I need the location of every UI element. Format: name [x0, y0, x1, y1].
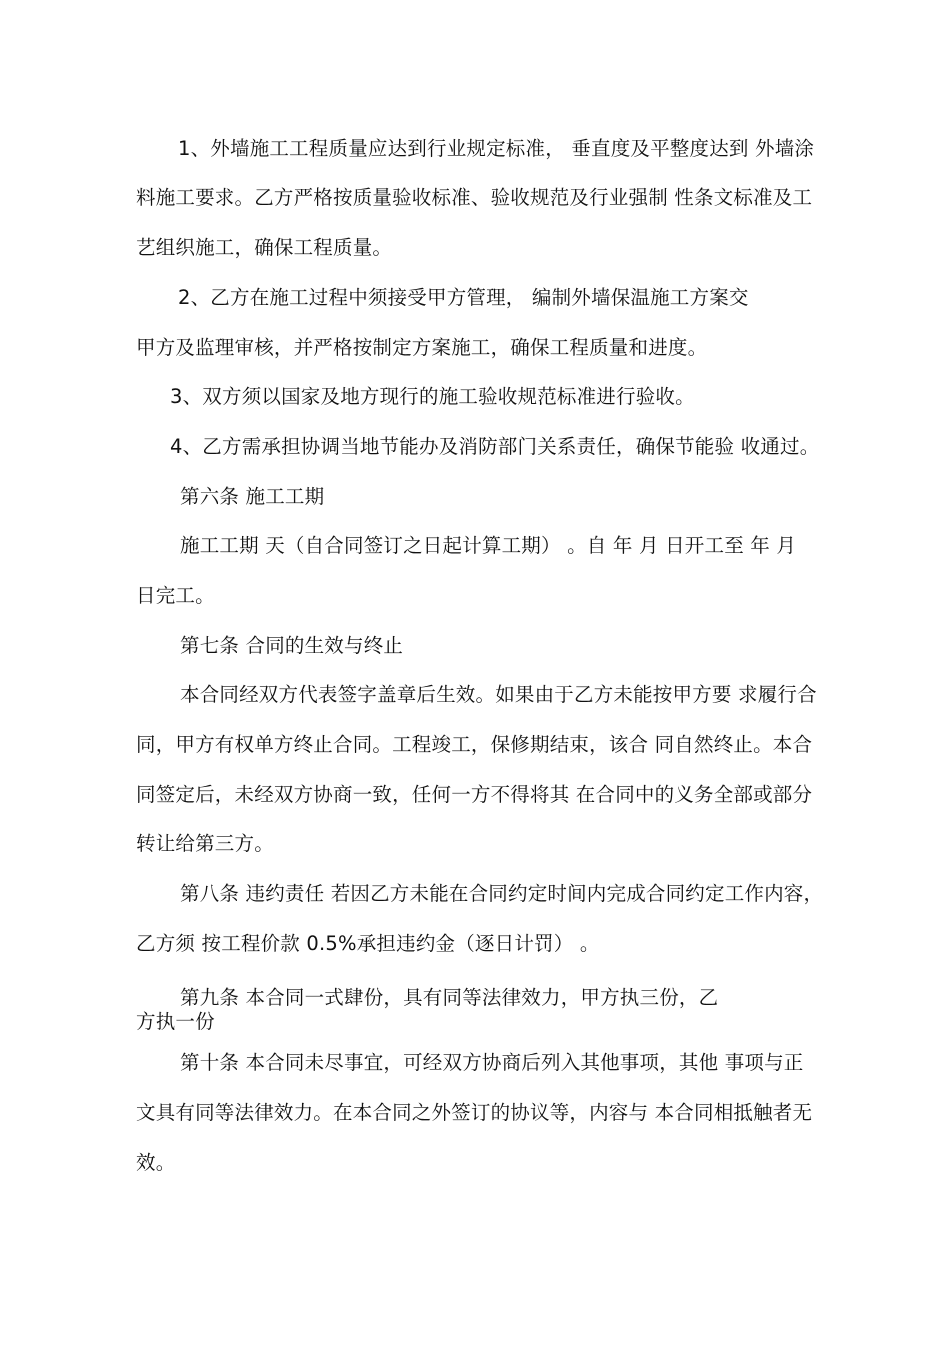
article-8-line-1: 第八条 违约责任 若因乙方未能在合同约定时间内完成合同约定工作内容， [180, 882, 824, 905]
article-10-line-3: 效。 [136, 1151, 176, 1174]
article-6-line-2: 日完工。 [136, 584, 215, 607]
article-9-line-1: 第九条 本合同一式肆份，具有同等法律效力，甲方执三份，乙 [180, 986, 719, 1009]
article-10-line-1: 第十条 本合同未尽事宜，可经双方协商后列入其他事项，其他 事项与正 [180, 1051, 804, 1074]
clause-3-line: 3、双方须以国家及地方现行的施工验收规范标准进行验收。 [170, 385, 695, 408]
article-9-line-2: 方执一份 [136, 1010, 215, 1033]
clause-1-line-2: 料施工要求。乙方严格按质量验收标准、验收规范及行业强制 性条文标准及工 [136, 186, 813, 209]
article-6-line-1: 施工工期 天（自合同签订之日起计算工期） 。自 年 月 日开工至 年 月 [180, 534, 797, 557]
article-6-heading: 第六条 施工工期 [180, 485, 325, 508]
clause-2-line-2: 甲方及监理审核，并严格按制定方案施工，确保工程质量和进度。 [136, 336, 708, 359]
article-7-line-3: 同签定后，未经双方协商一致，任何一方不得将其 在合同中的义务全部或部分 [136, 783, 813, 806]
article-7-line-4: 转让给第三方。 [136, 832, 274, 855]
article-7-heading: 第七条 合同的生效与终止 [180, 634, 404, 657]
article-7-line-1: 本合同经双方代表签字盖章后生效。如果由于乙方未能按甲方要 求履行合 [180, 683, 817, 706]
clause-4-line: 4、乙方需承担协调当地节能办及消防部门关系责任，确保节能验 收通过。 [170, 435, 820, 458]
clause-2-line-1: 2、乙方在施工过程中须接受甲方管理， 编制外墙保温施工方案交 [178, 286, 749, 309]
article-8-line-2: 乙方须 按工程价款 0.5%承担违约金（逐日计罚） 。 [136, 932, 600, 955]
article-7-line-2: 同，甲方有权单方终止合同。工程竣工，保修期结束，该合 同自然终止。本合 [136, 733, 813, 756]
clause-1-line-3: 艺组织施工，确保工程质量。 [136, 236, 393, 259]
clause-1-line-1: 1、外墙施工工程质量应达到行业规定标准， 垂直度及平整度达到 外墙涂 [178, 137, 815, 160]
article-10-line-2: 文具有同等法律效力。在本合同之外签订的协议等，内容与 本合同相抵触者无 [136, 1101, 813, 1124]
